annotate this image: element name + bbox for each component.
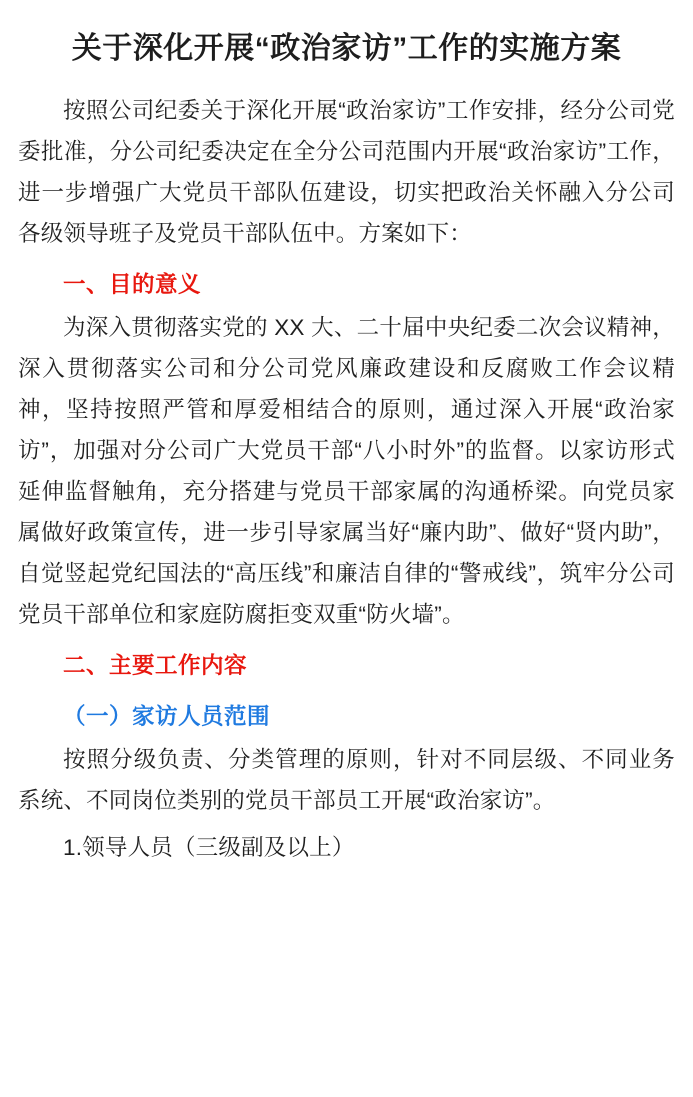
- section-heading-two: 二、主要工作内容: [63, 652, 248, 678]
- section-heading-one: 一、目的意义: [63, 271, 202, 297]
- section-one-body: 为深入贯彻落实党的 XX 大、二十届中央纪委二次会议精神，深入贯彻落实公司和分公司党风廉政建设和反腐败工作会议精神，坚持按照严管和厚爱相结合的原则，通过深入开展“政治家访”，加强对分公司广大党员干部“八小时外”的监督。以家访形式延伸监督触角，充分搭建与党员干部家属的沟通桥梁。向党员家属做好政策宣传，进一步引导家属当好“廉内助”、做好“贤内助”，自觉竖起党纪国法的“高压线”和廉洁自律的“警戒线”，筑牢分公司党员干部单位和家庭防腐拒变双重“防火墙”。: [18, 314, 675, 627]
- subsection-heading-one: （一）家访人员范围: [63, 703, 271, 729]
- list-item: 1.领导人员（三级副及以上）: [63, 834, 355, 860]
- page-title: 关于深化开展“政治家访”工作的实施方案: [71, 32, 622, 65]
- intro-paragraph: 按照公司纪委关于深化开展“政治家访”工作安排，经分公司党委批准，分公司纪委决定在全分公司范围内开展“政治家访”工作，进一步增强广大党员干部队伍建设，切实把政治关怀融入分公司各级领导班子及党员干部队伍中。方案如下：: [18, 97, 675, 246]
- subsection-one-body: 按照分级负责、分类管理的原则，针对不同层级、不同业务系统、不同岗位类别的党员干部员工开展“政治家访”。: [18, 746, 675, 813]
